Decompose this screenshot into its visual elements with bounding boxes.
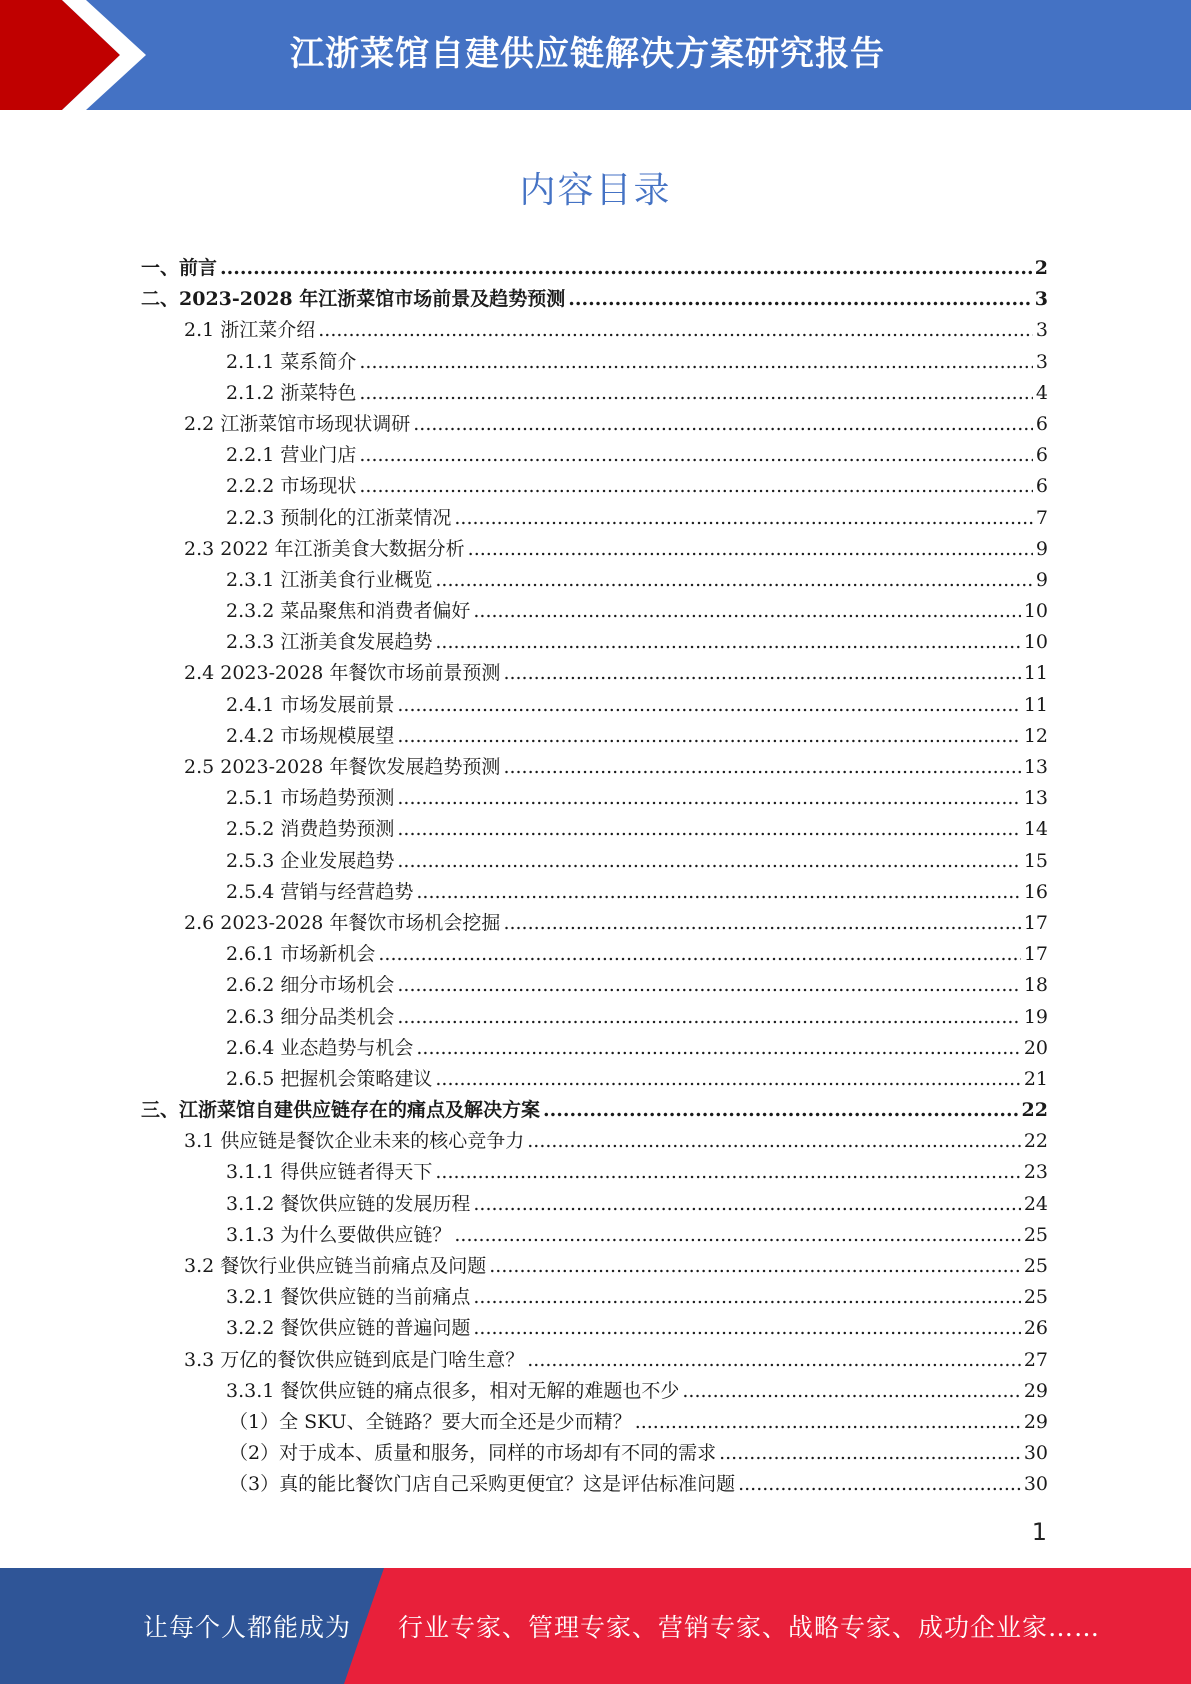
toc-leader-dots	[473, 596, 1020, 627]
toc-leader-dots	[527, 1345, 1021, 1376]
toc-leader-dots	[359, 347, 1033, 378]
toc-entry[interactable]	[141, 783, 1048, 814]
toc-entry-label: 2.4.2 市场规模展望	[226, 724, 395, 747]
toc-leader-dots	[738, 1469, 1021, 1500]
toc-entry[interactable]	[141, 284, 1048, 315]
toc-entry-page: 6	[1035, 412, 1048, 435]
toc-leader-dots	[220, 253, 1032, 284]
toc-entry-page: 21	[1023, 1067, 1048, 1090]
toc-leader-dots	[568, 284, 1032, 315]
table-of-contents	[141, 253, 1048, 1501]
toc-leader-dots	[454, 503, 1033, 534]
toc-entry-label: 2.6.2 细分市场机会	[226, 974, 395, 997]
toc-entry-label: 3.1.1 得供应链者得天下	[226, 1161, 433, 1184]
toc-entry[interactable]	[141, 1064, 1048, 1095]
toc-entry-page: 29	[1023, 1410, 1048, 1433]
toc-leader-dots	[473, 1282, 1020, 1313]
toc-entry-page: 11	[1023, 693, 1048, 716]
toc-entry[interactable]	[141, 939, 1048, 970]
toc-leader-dots	[473, 1189, 1020, 1220]
toc-entry-label: 3.2 餐饮行业供应链当前痛点及问题	[184, 1255, 487, 1277]
toc-entry-label: 3.1.2 餐饮供应链的发展历程	[226, 1192, 471, 1215]
toc-entry[interactable]	[141, 1438, 1048, 1469]
toc-entry-label: 2.3.1 江浙美食行业概览	[226, 568, 433, 591]
toc-leader-dots	[397, 814, 1020, 845]
toc-entry[interactable]	[141, 1157, 1048, 1188]
toc-entry-label: （2）对于成本、质量和服务，同样的市场却有不同的需求	[229, 1442, 717, 1465]
toc-entry[interactable]	[141, 378, 1048, 409]
toc-entry-page: 7	[1035, 506, 1048, 529]
toc-entry-label: 3.1.3 为什么要做供应链？	[226, 1223, 452, 1246]
toc-entry[interactable]	[141, 658, 1048, 689]
toc-entry[interactable]	[141, 1095, 1048, 1126]
toc-entry-page: 6	[1035, 475, 1048, 498]
toc-entry-page: 11	[1023, 662, 1048, 685]
toc-leader-dots	[413, 409, 1033, 440]
toc-entry-page: 30	[1023, 1442, 1048, 1465]
toc-leader-dots	[473, 1313, 1020, 1344]
toc-entry-page: 10	[1023, 600, 1048, 623]
toc-entry[interactable]	[141, 1002, 1048, 1033]
toc-leader-dots	[435, 627, 1020, 658]
toc-entry[interactable]	[141, 1313, 1048, 1344]
toc-entry-label: 2.5 2023-2028 年餐饮发展趋势预测	[184, 756, 501, 778]
toc-leader-dots	[468, 534, 1033, 565]
toc-entry-label: （3）真的能比餐饮门店自己采购更便宜？这是评估标准问题	[229, 1473, 736, 1496]
toc-entry-label: 2.5.2 消费趋势预测	[226, 818, 395, 841]
toc-entry[interactable]	[141, 596, 1048, 627]
report-footer	[0, 1568, 1191, 1684]
toc-entry-label: 2.6.5 把握机会策略建议	[226, 1067, 433, 1090]
toc-entry[interactable]	[141, 1033, 1048, 1064]
toc-entry-label: 二、2023-2028 年江浙菜馆市场前景及趋势预测	[141, 288, 566, 311]
toc-entry-page: 4	[1035, 381, 1048, 404]
toc-leader-dots	[435, 1157, 1020, 1188]
toc-entry-label: 2.5.4 营销与经营趋势	[226, 880, 414, 903]
toc-entry[interactable]	[141, 752, 1048, 783]
toc-entry[interactable]	[141, 690, 1048, 721]
toc-entry-label: 2.2 江浙菜馆市场现状调研	[184, 412, 411, 435]
toc-leader-dots	[397, 1002, 1020, 1033]
toc-leader-dots	[359, 440, 1033, 471]
toc-leader-dots	[719, 1438, 1021, 1469]
toc-entry[interactable]	[141, 1282, 1048, 1313]
toc-leader-dots	[416, 1033, 1020, 1064]
toc-entry[interactable]	[141, 534, 1048, 565]
toc-entry[interactable]	[141, 1345, 1048, 1376]
toc-heading: 内容目录	[519, 170, 672, 211]
toc-entry[interactable]	[141, 721, 1048, 752]
footer-slogan-right: 行业专家、管理专家、营销专家、战略专家、成功企业家……	[398, 1613, 1101, 1642]
toc-entry[interactable]	[141, 440, 1048, 471]
page-number: 1	[1031, 1518, 1047, 1546]
toc-entry[interactable]	[141, 565, 1048, 596]
toc-entry-label: 2.2.1 营业门店	[226, 444, 357, 467]
toc-entry[interactable]	[141, 1189, 1048, 1220]
report-header	[0, 0, 1191, 110]
toc-entry-page: 6	[1035, 444, 1048, 467]
toc-entry[interactable]	[141, 471, 1048, 502]
toc-entry-label: 2.3.3 江浙美食发展趋势	[226, 631, 433, 654]
toc-leader-dots	[378, 939, 1020, 970]
toc-entry-page: 9	[1035, 537, 1048, 560]
toc-entry-label: 2.3 2022 年江浙美食大数据分析	[184, 537, 465, 560]
toc-entry-page: 27	[1023, 1348, 1048, 1371]
toc-entry-page: 12	[1023, 724, 1048, 747]
toc-leader-dots	[318, 315, 1033, 346]
header-arrow-decoration	[0, 0, 150, 110]
toc-entry-label: 2.6.3 细分品类机会	[226, 1005, 395, 1028]
toc-leader-dots	[489, 1251, 1021, 1282]
toc-entry-label: 2.2.3 预制化的江浙菜情况	[226, 506, 452, 529]
toc-entry-label: 3.2.2 餐饮供应链的普遍问题	[226, 1317, 471, 1340]
toc-entry[interactable]	[141, 1251, 1048, 1282]
toc-entry[interactable]	[141, 315, 1048, 346]
toc-leader-dots	[359, 471, 1033, 502]
toc-leader-dots	[682, 1376, 1020, 1407]
toc-entry-page: 17	[1023, 911, 1048, 934]
toc-leader-dots	[635, 1407, 1021, 1438]
toc-entry-page: 25	[1023, 1286, 1048, 1309]
toc-entry[interactable]	[141, 1126, 1048, 1157]
toc-leader-dots	[397, 690, 1020, 721]
toc-entry-label: 3.1 供应链是餐饮企业未来的核心竞争力	[184, 1130, 525, 1153]
toc-entry-label: 2.5.1 市场趋势预测	[226, 787, 395, 810]
toc-leader-dots	[397, 970, 1020, 1001]
toc-leader-dots	[503, 658, 1020, 689]
toc-entry-page: 25	[1023, 1223, 1048, 1246]
toc-entry-label: 2.6.1 市场新机会	[226, 943, 376, 966]
toc-entry-page: 13	[1023, 787, 1048, 810]
toc-entry-page: 24	[1023, 1192, 1048, 1215]
toc-leader-dots	[416, 877, 1020, 908]
toc-entry-page: 3	[1034, 288, 1048, 311]
toc-entry-page: 3	[1035, 319, 1048, 342]
toc-entry-page: 20	[1023, 1036, 1048, 1059]
toc-entry-page: 23	[1023, 1161, 1048, 1184]
toc-entry-label: 三、江浙菜馆自建供应链存在的痛点及解决方案	[141, 1099, 541, 1122]
toc-leader-dots	[397, 783, 1020, 814]
toc-entry-page: 26	[1023, 1317, 1048, 1340]
footer-slogan-left: 让每个人都能成为	[143, 1613, 352, 1642]
toc-leader-dots	[435, 565, 1033, 596]
toc-entry[interactable]	[141, 253, 1048, 284]
toc-leader-dots	[527, 1126, 1021, 1157]
toc-entry-page: 25	[1023, 1255, 1048, 1277]
toc-entry-label: 一、前言	[141, 257, 218, 279]
toc-entry-label: 2.1 浙江菜介绍	[184, 319, 316, 342]
toc-leader-dots	[397, 846, 1020, 877]
toc-entry-label: 2.6 2023-2028 年餐饮市场机会挖掘	[184, 911, 501, 934]
toc-entry[interactable]	[141, 908, 1048, 939]
toc-entry[interactable]	[141, 627, 1048, 658]
toc-entry-label: 2.4 2023-2028 年餐饮市场前景预测	[184, 662, 501, 685]
toc-entry-label: 3.2.1 餐饮供应链的当前痛点	[226, 1286, 471, 1309]
toc-entry-label: 3.3.1 餐饮供应链的痛点很多，相对无解的难题也不少	[226, 1379, 680, 1402]
toc-entry-page: 13	[1023, 756, 1048, 778]
toc-entry[interactable]	[141, 1469, 1048, 1500]
toc-entry-page: 9	[1035, 568, 1048, 591]
toc-leader-dots	[503, 908, 1020, 939]
toc-entry-label: 2.4.1 市场发展前景	[226, 693, 395, 716]
toc-entry-page: 29	[1023, 1379, 1048, 1402]
toc-entry[interactable]	[141, 846, 1048, 877]
toc-entry[interactable]	[141, 970, 1048, 1001]
toc-leader-dots	[397, 721, 1020, 752]
toc-entry-page: 30	[1023, 1473, 1048, 1496]
toc-entry-label: 2.5.3 企业发展趋势	[226, 849, 395, 872]
toc-entry-label: （1）全 SKU、全链路？要大而全还是少而精？	[229, 1410, 632, 1433]
toc-leader-dots	[454, 1220, 1020, 1251]
toc-entry-page: 10	[1023, 631, 1048, 654]
toc-entry-page: 22	[1021, 1099, 1048, 1122]
toc-entry-page: 19	[1023, 1005, 1048, 1028]
toc-entry-label: 2.3.2 菜品聚焦和消费者偏好	[226, 600, 471, 623]
toc-entry[interactable]	[141, 814, 1048, 845]
toc-entry-page: 22	[1023, 1130, 1048, 1153]
report-title: 江浙菜馆自建供应链解决方案研究报告	[290, 34, 885, 74]
toc-leader-dots	[435, 1064, 1020, 1095]
toc-entry-page: 14	[1023, 818, 1048, 841]
toc-leader-dots	[503, 752, 1020, 783]
toc-entry-label: 3.3 万亿的餐饮供应链到底是门啥生意？	[184, 1348, 525, 1371]
toc-leader-dots	[543, 1095, 1019, 1126]
toc-entry-page: 16	[1023, 880, 1048, 903]
toc-entry-page: 15	[1023, 849, 1048, 872]
toc-entry[interactable]	[141, 1407, 1048, 1438]
toc-entry[interactable]	[141, 1376, 1048, 1407]
toc-entry-page: 2	[1034, 257, 1048, 279]
toc-entry[interactable]	[141, 347, 1048, 378]
toc-entry-label: 2.1.1 菜系简介	[226, 350, 357, 373]
toc-entry-page: 3	[1035, 350, 1048, 373]
toc-entry-label: 2.1.2 浙菜特色	[226, 381, 357, 404]
toc-entry-label: 2.6.4 业态趋势与机会	[226, 1036, 414, 1059]
toc-entry-label: 2.2.2 市场现状	[226, 475, 357, 498]
toc-entry[interactable]	[141, 503, 1048, 534]
toc-entry-page: 17	[1023, 943, 1048, 966]
toc-entry[interactable]	[141, 1220, 1048, 1251]
toc-leader-dots	[359, 378, 1033, 409]
toc-entry[interactable]	[141, 877, 1048, 908]
toc-entry-page: 18	[1023, 974, 1048, 997]
toc-entry[interactable]	[141, 409, 1048, 440]
